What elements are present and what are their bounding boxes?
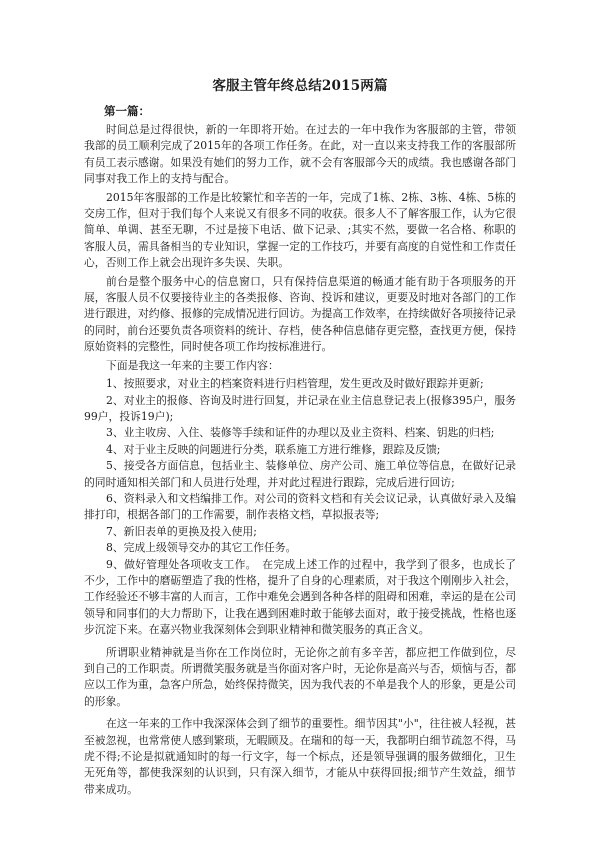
- section-heading: 第一篇：: [104, 104, 150, 118]
- document-page: [84, 74, 516, 800]
- paragraph-front-desk: 前台是整个服务中心的信息窗口，只有保持信息渠道的畅通才能有助于各项服务的开展，客服人员不仅要接待业主的各类报修、咨询、投诉和建议，更要及时地对各部门的工作进行跟进，对约修、报修的完成情况进行回访。为提高工作效率，在持续做好各项接待记录的同时，前台还要负责各项资料的统计、存档，使各种信息储存更完整，查找更方便，保持原始资料的完整性，同时使各项工作均按标准进行。: [84, 274, 516, 354]
- paragraph-professional-spirit: 所谓职业精神就是当你在工作岗位时，无论你之前有多辛苦，都应把工作做到位，尽到自己的工作职责。所谓微笑服务就是当你面对客户时，无论你是高兴与否，烦恼与否，都应以工作为重，急客户所急，始终保持微笑，因为我代表的不单是我个人的形象，更是公司的形象。: [84, 645, 516, 708]
- list-item: 4、对于业主反映的问题进行分类，联系施工方进行维修，跟踪及反馈;: [106, 442, 441, 456]
- paragraph-intro: 时间总是过得很快，新的一年即将开始。在过去的一年中我作为客服部的主管，带领我部的员工顺利完成了2015年的各项工作任务。在此，对一直以来支持我工作的客服部所有员工表示感谢。如果没有她们的努力工作，就不会有客服部今天的成绩。我也感谢各部门同事对我工作上的支持与配合。: [84, 123, 516, 186]
- list-item: 8、完成上级领导交办的其它工作任务。: [106, 541, 297, 555]
- list-item: 7、新旧表单的更换及投入使用;: [106, 524, 257, 538]
- paragraph-list-intro: 下面是我这一年来的主要工作内容：: [106, 358, 279, 372]
- list-item: 3、业主收房、入住、装修等手续和证件的办理以及业主资料、档案、钥匙的归档;: [106, 426, 495, 440]
- paragraph-2015-work: 2015年客服部的工作是比较繁忙和辛苦的一年，完成了1栋、2栋、3栋、4栋、5栋的交房工作，但对于我们每个人来说又有很多不同的收获。很多人不了解客服工作，认为它很简单、单调、甚至无聊，不过是接下电话、做下记录、;其实不然，要做一名合格、称职的客服人员，需具备相当的专业知识，掌握一定的工作技巧，并要有高度的自觉性和工作责任心，否则工作上就会出现许多失误、失职。: [84, 190, 516, 270]
- document-title: 客服主管年终总结2015两篇: [212, 78, 388, 94]
- list-item: 2、对业主的报修、咨询及时进行回复，并记录在业主信息登记表上(报修395户，服务99户，投诉19户);: [84, 393, 516, 423]
- list-item: 6、资料录入和文档编排工作。对公司的资料文档和有关会议记录，认真做好录入及编排打印，根据各部门的工作需要，制作表格文档，草拟报表等;: [84, 491, 516, 522]
- list-item: 5、接受各方面信息，包括业主、装修单位、房产公司、施工单位等信息，在做好记录的同时通知相关部门和人员进行处理，并对此过程进行跟踪，完成后进行回访;: [84, 459, 516, 489]
- paragraph-details: 在这一年来的工作中我深深体会到了细节的重要性。细节因其"小"，往往被人轻视，甚至被忽视，也常常使人感到繁琐，无暇顾及。在瑞和的每一天，我都明白细节疏忽不得，马虎不得;不论是拟就通知时的每一行文字，每一个标点，还是领导强调的服务做细化，卫生无死角等，都使我深刻的认识到，只有深入细节，才能从中获得回报;细节产生效益，细节带来成功。: [84, 717, 516, 796]
- list-item: 1、按照要求，对业主的档案资料进行归档管理，发生更改及时做好跟踪并更新;: [106, 377, 484, 391]
- list-item: 9、做好管理处各项收支工作。 在完成上述工作的过程中，我学到了很多，也成长了不少，工作中的磨砺塑造了我的性格，提升了自身的心理素质，对于我这个刚刚步入社会，工作经验还不够丰富的人而言，工作中难免会遇到各种各样的阻碍和困难，幸运的是在公司领导和同事们的大力帮助下，让我在遇到困难时敢于能够去面对，敢于接受挑战，性格也逐步沉淀下来。在嘉兴物业我深刻体会到职业精神和微笑服务的真正含义。: [84, 557, 516, 637]
- work-content-list: [84, 376, 516, 639]
